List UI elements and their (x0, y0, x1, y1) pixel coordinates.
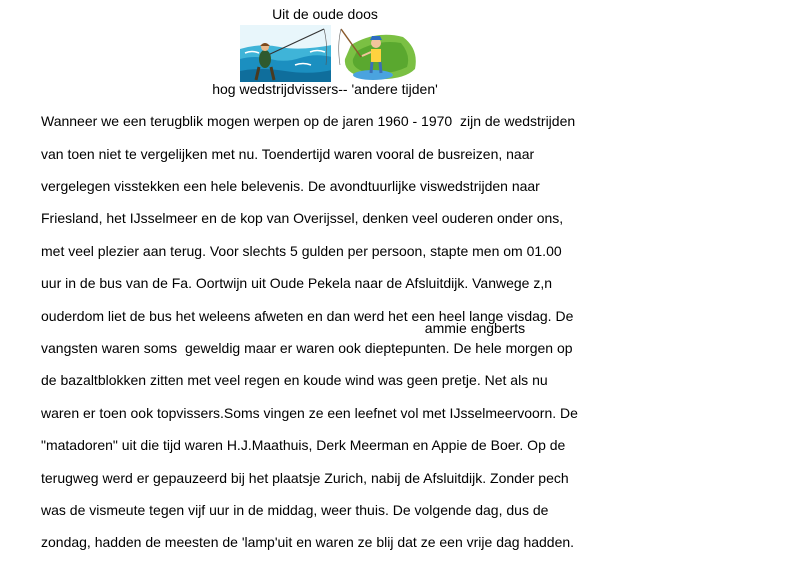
page-title: Uit de oude doos (272, 6, 378, 22)
article-line: terugweg werd er gepauzeerd bij het plaatsje Zurich, nabij de Afsluitdijk. Zonder pech (41, 469, 569, 486)
article-line: zondag, hadden de meesten de 'lamp'uit en waren ze blij dat ze een vrije dag hadden. (41, 534, 575, 551)
boy-fishing-image (331, 25, 421, 82)
article-line: van toen niet te vergelijken met nu. Toendertijd waren vooral de busreizen, naar (41, 145, 535, 162)
subtitle: hog wedstrijdvissers-- 'andere tijden' (212, 81, 438, 97)
article-line: "matadoren" uit die tijd waren H.J.Maathuis, Derk Meerman en Appie de Boer. Op de (41, 437, 566, 454)
article-line: waren er toen ook topvissers.Soms vingen ze een leefnet vol met IJsselmeervoorn. De (41, 404, 578, 421)
article-line: vangsten waren soms geweldig maar er waren ook dieptepunten. De hele morgen op (41, 340, 573, 357)
article-line: Friesland, het IJsselmeer en de kop van Overijssel, denken veel ouderen onder ons, (41, 210, 564, 227)
article-line: ouderdom liet de bus het weleens afweten en dan werd het een heel lange visdag. De (41, 307, 574, 324)
article-line: was de vismeute tegen vijf uur in de middag, weer thuis. De volgende dag, dus de (41, 502, 549, 519)
article-line: met veel plezier aan terug. Voor slechts 5 gulden per persoon, stapte men om 01.00 (41, 242, 562, 259)
sea-angler-illustration (240, 25, 332, 82)
sea-angler-image (240, 25, 332, 82)
article-line: Wanneer we een terugblik mogen werpen op de jaren 1960 - 1970 zijn de wedstrijden (41, 113, 576, 130)
article-line: vergelegen visstekken een hele belevenis. De avondtuurlijke viswedstrijden naar (41, 178, 540, 195)
author-name: ammie engberts (424, 320, 526, 336)
article-line: de bazaltblokken zitten met veel regen en koude wind was geen pretje. Net als nu (41, 372, 548, 389)
article-line: uur in de bus van de Fa. Oortwijn uit Oude Pekela naar de Afsluitdijk. Vanwege z,n (41, 275, 553, 292)
boy-fishing-illustration (331, 25, 421, 82)
